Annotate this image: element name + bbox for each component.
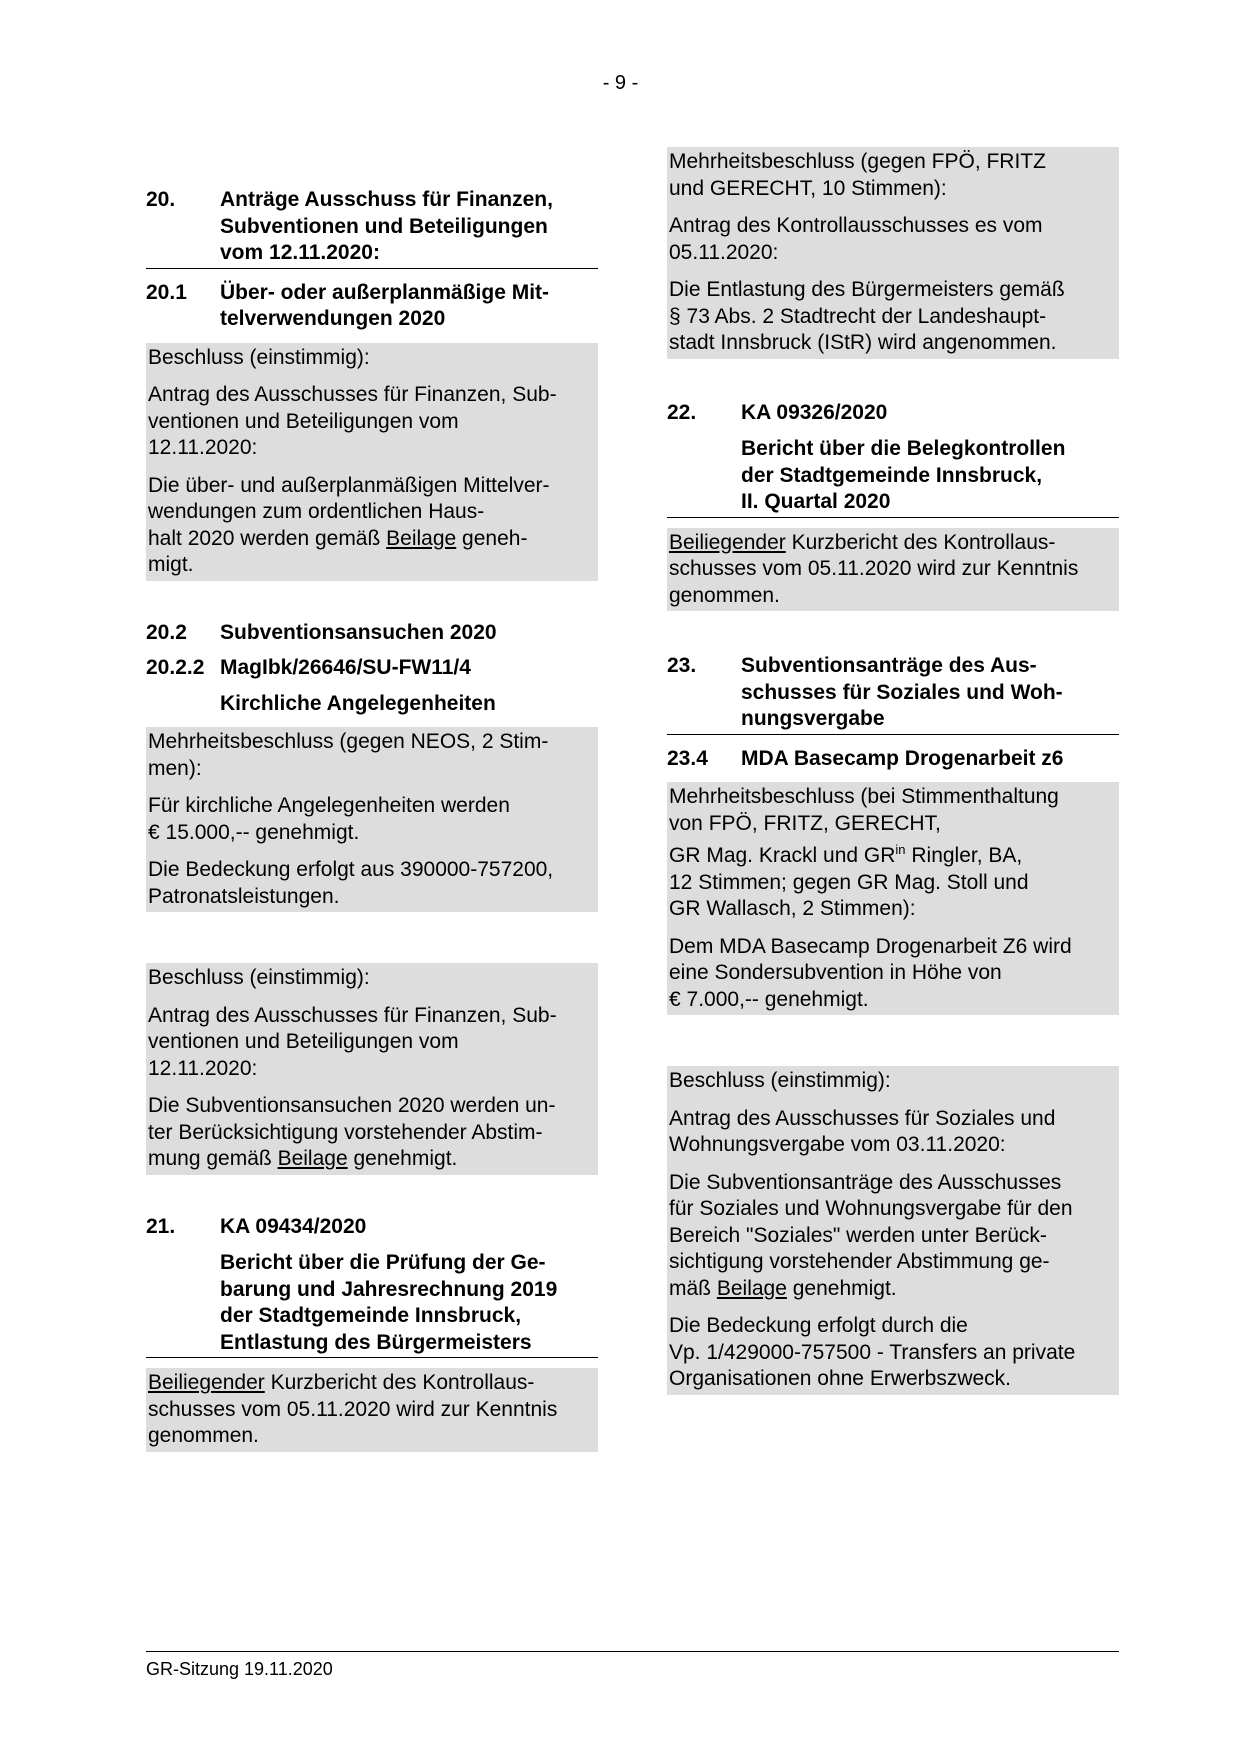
section-20-2-2-subtitle — [146, 691, 598, 718]
section-20-heading — [146, 187, 598, 269]
page-number: - 9 - — [602, 72, 639, 94]
motion-text: Antrag des Ausschusses für Finanzen, Sub- ventionen und Beteiligungen vom 12.11.2020: — [148, 1003, 557, 1080]
left-column — [146, 187, 598, 1452]
resolution-box-20-1 — [146, 343, 598, 581]
section-number: 23. — [667, 654, 697, 677]
section-subtitle: Kirchliche Angelegenheiten — [220, 691, 496, 715]
resolution-verdict: Beschluss (einstimmig): — [148, 345, 370, 369]
resolution-box-22 — [667, 528, 1119, 612]
section-title: Subventionsanträge des Aus- schusses für Soziales und Woh- nungsvergabe — [741, 654, 1063, 730]
attachment-link[interactable]: Beiliegender — [669, 530, 786, 554]
section-title: KA 09434/2020 — [220, 1214, 367, 1238]
report-text: Beiliegender Kurzbericht des Kontrollaus- schusses vom 05.11.2020 wird zur Kenntnis genommen. — [669, 530, 1079, 607]
motion-text: Antrag des Ausschusses für Soziales und Wohnungsvergabe vom 03.11.2020: — [669, 1106, 1056, 1156]
section-number: 20.1 — [146, 280, 187, 304]
section-20-2-2-heading — [146, 655, 598, 682]
section-number: 20.2.2 — [146, 656, 205, 679]
attachment-link[interactable]: Beilage — [716, 1276, 787, 1300]
motion-text: Antrag des Kontrollausschusses es vom 05.11.2020: — [669, 214, 1043, 264]
resolution-box-21 — [146, 1368, 598, 1452]
section-20-2-heading — [146, 620, 598, 647]
motion-text: Antrag des Ausschusses für Finanzen, Sub- ventionen und Beteiligungen vom 12.11.2020: — [148, 383, 557, 459]
section-title: Über- oder außerplanmäßige Mit- telverwendungen 2020 — [220, 280, 550, 330]
section-number: 23.4 — [667, 746, 708, 770]
section-20-1-heading — [146, 280, 598, 333]
attachment-link[interactable]: Beilage — [277, 1147, 348, 1170]
section-21-heading — [146, 1214, 598, 1241]
resolution-verdict: Beschluss (einstimmig): — [669, 1069, 891, 1092]
resolution-box-23 — [667, 1066, 1119, 1395]
section-title: Anträge Ausschuss für Finanzen, Subventionen und Beteiligungen vom 12.11.2020: — [220, 188, 553, 264]
section-subtitle: Bericht über die Belegkontrollen der Stadtgemeinde Innsbruck, II. Quartal 2020 — [741, 437, 1066, 513]
attachment-link[interactable]: Beilage — [386, 526, 457, 550]
resolution-text: Dem MDA Basecamp Drogenarbeit Z6 wird eine Sondersubvention in Höhe von € 7.000,-- genehmigt. — [669, 934, 1072, 1011]
section-title: MagIbk/26646/SU-FW11/4 — [220, 656, 471, 679]
section-subtitle: Bericht über die Prüfung der Ge- barung und Jahresrechnung 2019 der Stadtgemeinde Innsbruck, Entlastung des Bürgermeisters — [220, 1251, 558, 1354]
resolution-verdict: Beschluss (einstimmig): — [148, 966, 370, 989]
resolution-text: Die über- und außerplanmäßigen Mittelver- wendungen zum ordentlichen Haus- halt 2020 werden gemäß Beilage geneh- migt. — [148, 473, 550, 576]
resolution-box-23-4 — [667, 782, 1119, 1015]
resolution-text: Für kirchliche Angelegenheiten werden € 15.000,-- genehmigt. — [148, 794, 510, 844]
section-number: 20. — [146, 188, 176, 211]
section-title: KA 09326/2020 — [741, 400, 888, 424]
resolution-box-20-2-2 — [146, 727, 598, 912]
section-number: 21. — [146, 1214, 176, 1238]
resolution-text: Die Entlastung des Bürgermeisters gemäß § 73 Abs. 2 Stadtrecht der Landeshaupt- stadt Innsbruck (IStR) wird angenommen. — [669, 278, 1065, 354]
section-23-4-heading — [667, 746, 1119, 773]
report-text: Beiliegender Kurzbericht des Kontrollaus- schusses vom 05.11.2020 wird zur Kenntnis genommen. — [148, 1371, 558, 1447]
resolution-verdict: Mehrheitsbeschluss (bei Stimmenthaltung von FPÖ, FRITZ, GERECHT, GR Mag. Krackl und $GR^{in}$ Ringler, BA, 12 Stimmen; gegen GR Mag. Stoll und GR Wallasch, 2 Stimmen): — [669, 785, 1059, 920]
attachment-link[interactable]: Beiliegender — [148, 1371, 265, 1394]
section-22-subtitle — [667, 436, 1119, 518]
section-22-heading — [667, 400, 1119, 427]
footer-divider — [146, 1651, 1119, 1652]
resolution-box-20-2 — [146, 963, 598, 1175]
funding-text: Die Bedeckung erfolgt aus 390000-757200, Patronatsleistungen. — [148, 858, 554, 908]
resolution-verdict: Mehrheitsbeschluss (gegen FPÖ, FRITZ und GERECHT, 10 Stimmen): — [669, 150, 1046, 200]
section-title: MDA Basecamp Drogenarbeit z6 — [741, 746, 1064, 770]
resolution-box-21-continued — [667, 147, 1119, 359]
resolution-verdict: Mehrheitsbeschluss (gegen NEOS, 2 Stim- men): — [148, 730, 549, 780]
section-21-subtitle — [146, 1250, 598, 1358]
section-number: 20.2 — [146, 620, 187, 644]
funding-text: Die Bedeckung erfolgt durch die Vp. 1/429000-757500 - Transfers an private Organisationen ohne Erwerbszweck. — [669, 1314, 1076, 1390]
section-number: 22. — [667, 400, 697, 424]
right-column — [667, 147, 1119, 1395]
resolution-text: Die Subventionsanträge des Ausschusses für Soziales und Wohnungsvergabe für den Bereich "Soziales" werden unter Berück- sichtigung vorstehender Abstimmung ge- mäß Beilage genehmigt. — [669, 1170, 1073, 1300]
section-title: Subventionsansuchen 2020 — [220, 620, 497, 644]
section-23-heading — [667, 653, 1119, 735]
footer-text: GR-Sitzung 19.11.2020 — [146, 1659, 333, 1679]
resolution-text: Die Subventionsansuchen 2020 werden un- ter Berücksichtigung vorstehender Abstim- mung gemäß Beilage genehmigt. — [148, 1094, 556, 1170]
